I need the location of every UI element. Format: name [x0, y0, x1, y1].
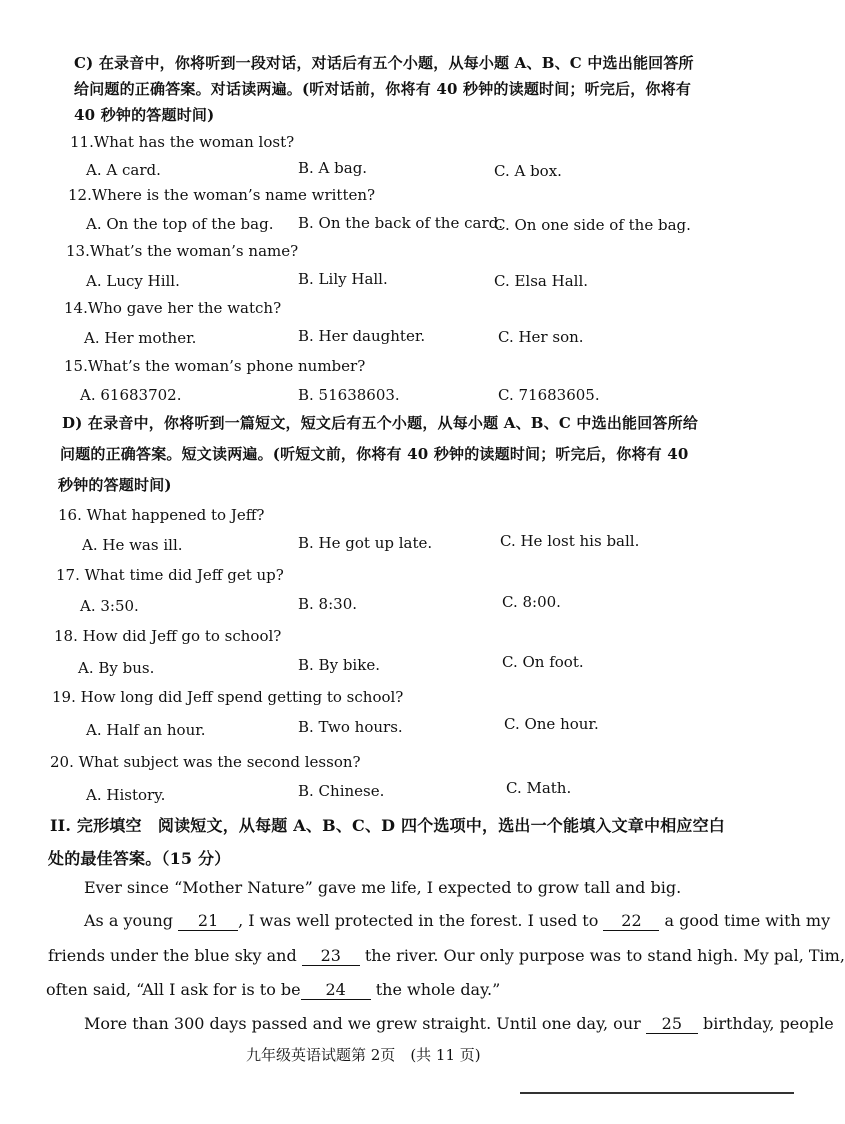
- question-14-stem: 14.Who gave her the watch?: [64, 299, 282, 317]
- passage-text: birthday, people: [702, 1014, 834, 1033]
- question-20-option-b: B. Chinese.: [298, 782, 385, 800]
- section-c-line-2: 给问题的正确答案。对话读两遍。(听对话前，你将有 40 秒钟的读题时间；听完后，你将有: [74, 80, 692, 98]
- question-16-option-b: B. He got up late.: [298, 534, 433, 552]
- question-16-stem: 16. What happened to Jeff?: [58, 506, 265, 524]
- question-14-option-b: B. Her daughter.: [298, 327, 426, 345]
- question-17-option-a: A. 3:50.: [80, 597, 139, 615]
- question-20-stem: 20. What subject was the second lesson?: [50, 753, 361, 771]
- blank-25: 25: [646, 1014, 698, 1034]
- question-19-option-a: A. Half an hour.: [86, 721, 206, 739]
- question-14-option-a: A. Her mother.: [84, 329, 197, 347]
- question-20-option-c: C. Math.: [506, 779, 572, 797]
- question-14-option-c: C. Her son.: [498, 328, 584, 346]
- passage-text: More than 300 days passed and we grew straight. Until one day, our: [84, 1014, 641, 1033]
- question-13-option-a: A. Lucy Hill.: [86, 272, 180, 290]
- question-17-option-c: C. 8:00.: [502, 593, 561, 611]
- passage-line-5: [84, 1014, 834, 1034]
- question-11-stem: 11.What has the woman lost?: [70, 133, 295, 151]
- passage-line-3: [48, 946, 845, 966]
- question-15-option-c: C. 71683605.: [498, 386, 600, 404]
- question-19-option-c: C. One hour.: [504, 715, 599, 733]
- question-18-option-b: B. By bike.: [298, 656, 380, 674]
- question-11-option-c: C. A box.: [494, 162, 562, 180]
- passage-text: the river. Our only purpose was to stand high. My pal, Tim,: [364, 946, 845, 965]
- question-12-option-b: B. On the back of the card.: [298, 214, 503, 232]
- question-11-option-b: B. A bag.: [298, 159, 368, 177]
- question-19-option-b: B. Two hours.: [298, 718, 403, 736]
- question-12-option-a: A. On the top of the bag.: [86, 215, 274, 233]
- question-20-option-a: A. History.: [86, 786, 166, 804]
- question-13-stem: 13.What’s the woman’s name?: [66, 242, 299, 260]
- question-19-stem: 19. How long did Jeff spend getting to school?: [52, 688, 404, 706]
- question-15-option-a: A. 61683702.: [80, 386, 182, 404]
- passage-text: a good time with my: [664, 911, 831, 930]
- question-13-option-b: B. Lily Hall.: [298, 270, 388, 288]
- blank-22: 22: [603, 911, 659, 931]
- passage-paragraph-1: Ever since “Mother Nature” gave me life, I expected to grow tall and big.: [84, 878, 682, 897]
- section-ii-line-1: II. 完形填空 阅读短文，从每题 A、B、C、D 四个选项中，选出一个能填入文章中相应空白: [50, 816, 725, 835]
- question-17-option-b: B. 8:30.: [298, 595, 358, 613]
- section-d-line-2: 问题的正确答案。短文读两遍。(听短文前，你将有 40 秒钟的读题时间；听完后，你将有 40: [60, 445, 689, 463]
- question-12-stem: 12.Where is the woman’s name written?: [68, 186, 376, 204]
- section-ii-line-2: 处的最佳答案。（15 分）: [48, 849, 231, 868]
- question-18-option-a: A. By bus.: [78, 659, 155, 677]
- blank-23: 23: [302, 946, 360, 966]
- section-d-line-1: D) 在录音中，你将听到一篇短文，短文后有五个小题，从每小题 A、B、C 中选出能回答所给: [62, 414, 699, 432]
- question-11-option-a: A. A card.: [86, 161, 161, 179]
- question-16-option-c: C. He lost his ball.: [500, 532, 640, 550]
- section-d-line-3: 秒钟的答题时间): [58, 476, 172, 494]
- passage-line-2: [84, 911, 830, 931]
- question-16-option-a: A. He was ill.: [82, 536, 183, 554]
- bottom-rule: [520, 1092, 794, 1094]
- passage-text: the whole day.”: [375, 980, 501, 999]
- question-13-option-c: C. Elsa Hall.: [494, 272, 589, 290]
- section-c-line-1: C) 在录音中，你将听到一段对话，对话后有五个小题，从每小题 A、B、C 中选出能回答所: [74, 54, 694, 72]
- passage-text: , I was well protected in the forest. I used to: [238, 911, 599, 930]
- blank-24: 24: [301, 980, 371, 1000]
- passage-line-4: [46, 980, 500, 1000]
- question-15-option-b: B. 51638603.: [298, 386, 400, 404]
- question-18-option-c: C. On foot.: [502, 653, 584, 671]
- passage-text: often said, “All I ask for is to be: [46, 980, 301, 999]
- blank-21: 21: [178, 911, 238, 931]
- page-footer: 九年级英语试题第 2页 (共 11 页): [246, 1046, 481, 1064]
- section-c-line-3: 40 秒钟的答题时间): [74, 106, 215, 124]
- question-18-stem: 18. How did Jeff go to school?: [54, 627, 282, 645]
- passage-text: As a young: [84, 911, 173, 930]
- question-17-stem: 17. What time did Jeff get up?: [56, 566, 284, 584]
- question-12-option-c: C. On one side of the bag.: [494, 216, 691, 234]
- question-15-stem: 15.What’s the woman’s phone number?: [64, 357, 366, 375]
- passage-text: friends under the blue sky and: [48, 946, 297, 965]
